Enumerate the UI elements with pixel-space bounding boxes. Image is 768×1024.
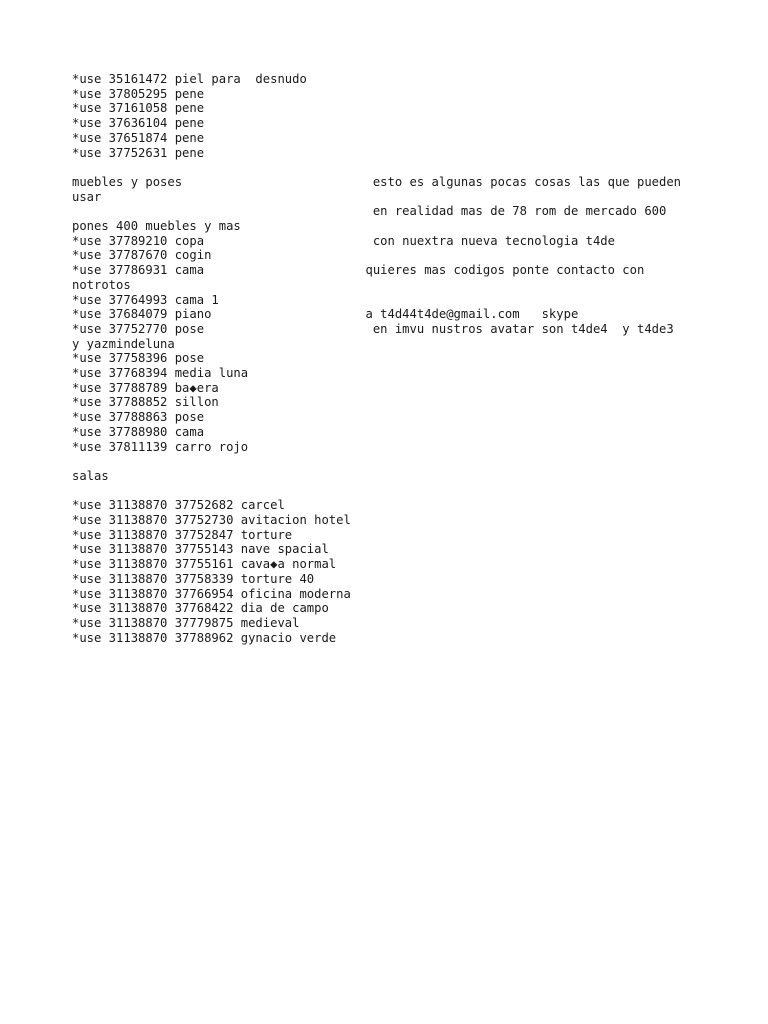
text-line: *use 37636104 pene [72, 116, 205, 131]
section-heading: salas [72, 468, 109, 483]
text-line: *use 37651874 pene [72, 130, 205, 145]
text-line: *use 37788980 cama [72, 424, 205, 439]
text-line: *use 31138870 37788962 gynacio verde [72, 630, 337, 645]
text-line: *use 37786931 cama quieres mas codigos ponte contacto con [72, 263, 645, 278]
text-line: *use 37768394 media luna [72, 366, 249, 380]
text-line: *use 31138870 37758339 torture 40 [72, 571, 315, 586]
text-line: muebles y poses esto es algunas pocas cosas las que pueden [72, 174, 682, 189]
text-line: *use 37789210 copa con nuextra nueva tecnologia t4de [72, 233, 615, 248]
text-line: *use 37788789 ba◆era [72, 380, 219, 395]
text-line: *use 31138870 37766954 oficina moderna [72, 586, 351, 601]
text-line: *use 31138870 37768422 dia de campo [72, 601, 329, 616]
text-line: *use 31138870 37752682 carcel [72, 498, 285, 513]
text-line: usar [72, 189, 102, 204]
text-line: *use 31138870 37755143 nave spacial [72, 542, 329, 557]
text-line: *use 31138870 37779875 medieval [72, 615, 300, 630]
text-line: pones 400 muebles y mas [72, 219, 241, 233]
text-line: *use 37787670 cogin [72, 248, 212, 263]
text-line: *use 37764993 cama 1 [72, 292, 219, 307]
text-line: *use 31138870 37752847 torture [72, 527, 293, 542]
text-line: notrotos [72, 277, 131, 292]
text-line: en realidad mas de 78 rom de mercado 600 [72, 204, 667, 219]
text-line: *use 37805295 pene [72, 86, 205, 101]
text-line: *use 37811139 carro rojo [72, 439, 249, 454]
text-line: *use 37758396 pose [72, 351, 205, 366]
text-line: *use 37788852 sillon [72, 395, 219, 410]
text-line: y yazmindeluna [72, 336, 175, 351]
text-line: *use 37788863 pose [72, 410, 205, 425]
text-line: *use 37752631 pene [72, 145, 205, 160]
text-line: *use 37161058 pene [72, 101, 205, 116]
text-line: *use 31138870 37755161 cava◆a normal [72, 557, 337, 572]
text-line: *use 35161472 piel para desnudo [72, 72, 307, 86]
text-line: *use 37752770 pose en imvu nustros avatar son t4de4 y t4de3 [72, 321, 674, 336]
text-line: *use 31138870 37752730 avitacion hotel [72, 513, 351, 527]
text-line: *use 37684079 piano a t4d44t4de@gmail.com skype [72, 307, 579, 322]
